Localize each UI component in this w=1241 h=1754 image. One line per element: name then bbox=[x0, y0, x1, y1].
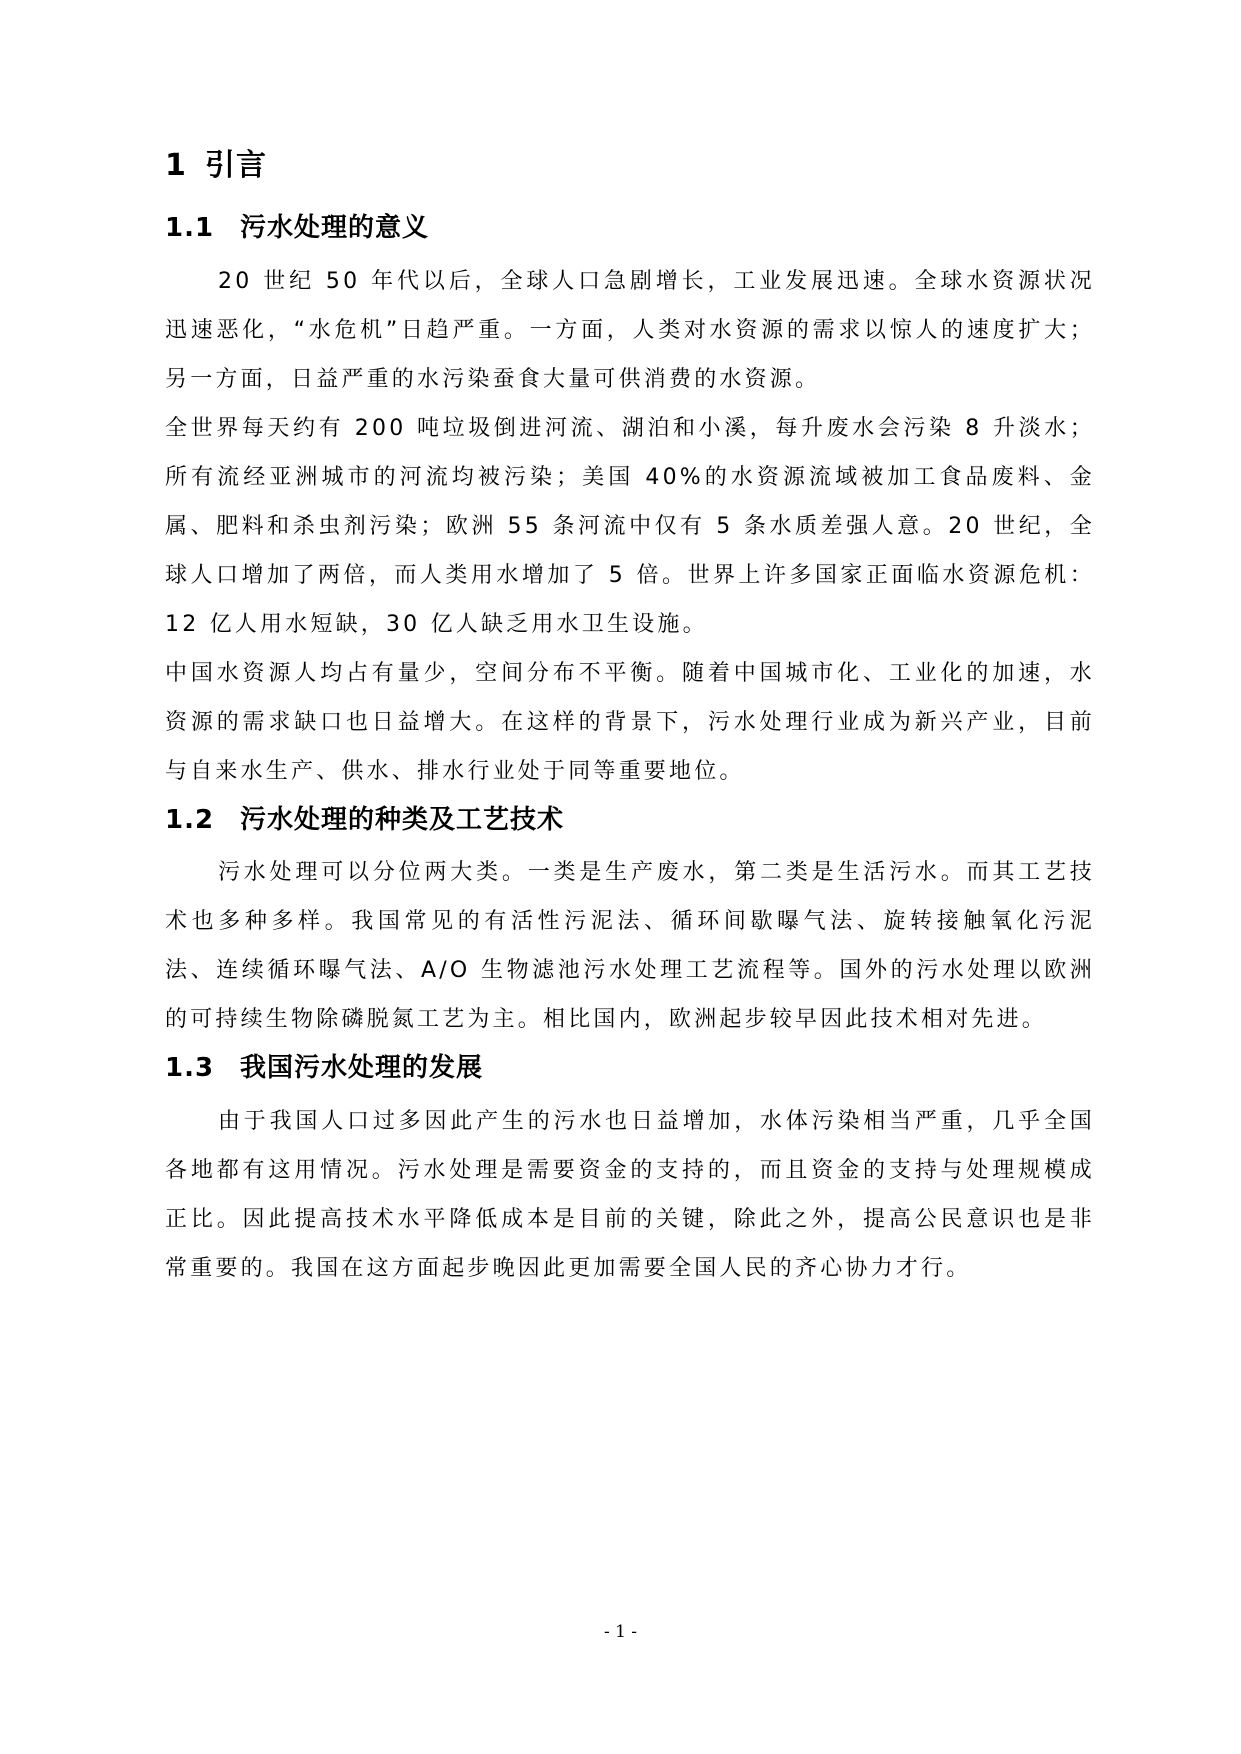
paragraph: 由于我国人口过多因此产生的污水也日益增加，水体污染相当严重，几乎全国各地都有这用情况。污水处理是需要资金的支持的，而且资金的支持与处理规模成正比。因此提高技术水平降低成本是目前的关键，除此之外，提高公民意识也是非常重要的。我国在这方面起步晚因此更加需要全国人民的齐心协力才行。 bbox=[165, 1108, 1095, 1281]
section-title: 污水处理的意义 bbox=[240, 213, 430, 243]
document-body bbox=[165, 148, 1095, 1301]
section-number: 1.1 bbox=[165, 213, 215, 243]
chapter-number: 1 bbox=[165, 148, 187, 183]
page-number: - 1 - bbox=[603, 1622, 638, 1642]
chapter-title: 引言 bbox=[205, 148, 267, 183]
paragraph: 污水处理可以分位两大类。一类是生产废水，第二类是生活污水。而其工艺技术也多种多样。我国常见的有活性污泥法、循环间歇曝气法、旋转接触氧化污泥法、连续循环曝气法、A/O 生物滤池污水处理工艺流程等。国外的污水处理以欧洲的可持续生物除磷脱氮工艺为主。相比国内，欧洲起步较早因此技术相对先进。 bbox=[165, 860, 1095, 1032]
paragraph: 全世界每天约有 200 吨垃圾倒进河流、湖泊和小溪，每升废水会污染 8 升淡水；所有流经亚洲城市的河流均被污染；美国 40%的水资源流域被加工食品废料、金属、肥料和杀虫剂污染；欧洲 55 条河流中仅有 5 条水质差强人意。20 世纪，全球人口增加了两倍，而人类用水增加了 5 倍。世界上许多国家正面临水资源危机：12 亿人用水短缺，30 亿人缺乏用水卫生设施。 bbox=[165, 415, 1095, 637]
paragraph: 中国水资源人均占有量少，空间分布不平衡。随着中国城市化、工业化的加速，水资源的需求缺口也日益增大。在这样的背景下，污水处理行业成为新兴产业，目前与自来水生产、供水、排水行业处于同等重要地位。 bbox=[165, 660, 1095, 784]
chapter-heading bbox=[165, 148, 1095, 184]
section-title: 污水处理的种类及工艺技术 bbox=[240, 804, 565, 835]
section-1-3 bbox=[165, 1052, 1095, 1293]
section-number: 1.3 bbox=[165, 1053, 215, 1083]
section-number: 1.2 bbox=[165, 804, 215, 835]
section-heading bbox=[165, 212, 1095, 245]
section-1-2 bbox=[165, 804, 1095, 1045]
section-1-1 bbox=[165, 212, 1095, 796]
section-heading bbox=[165, 804, 1095, 837]
section-title: 我国污水处理的发展 bbox=[240, 1053, 484, 1083]
section-heading bbox=[165, 1052, 1095, 1085]
paragraph: 20 世纪 50 年代以后，全球人口急剧增长，工业发展迅速。全球水资源状况迅速恶化，“水危机”日趋严重。一方面，人类对水资源的需求以惊人的速度扩大；另一方面，日益严重的水污染蚕食大量可供消费的水资源。 bbox=[165, 268, 1095, 392]
